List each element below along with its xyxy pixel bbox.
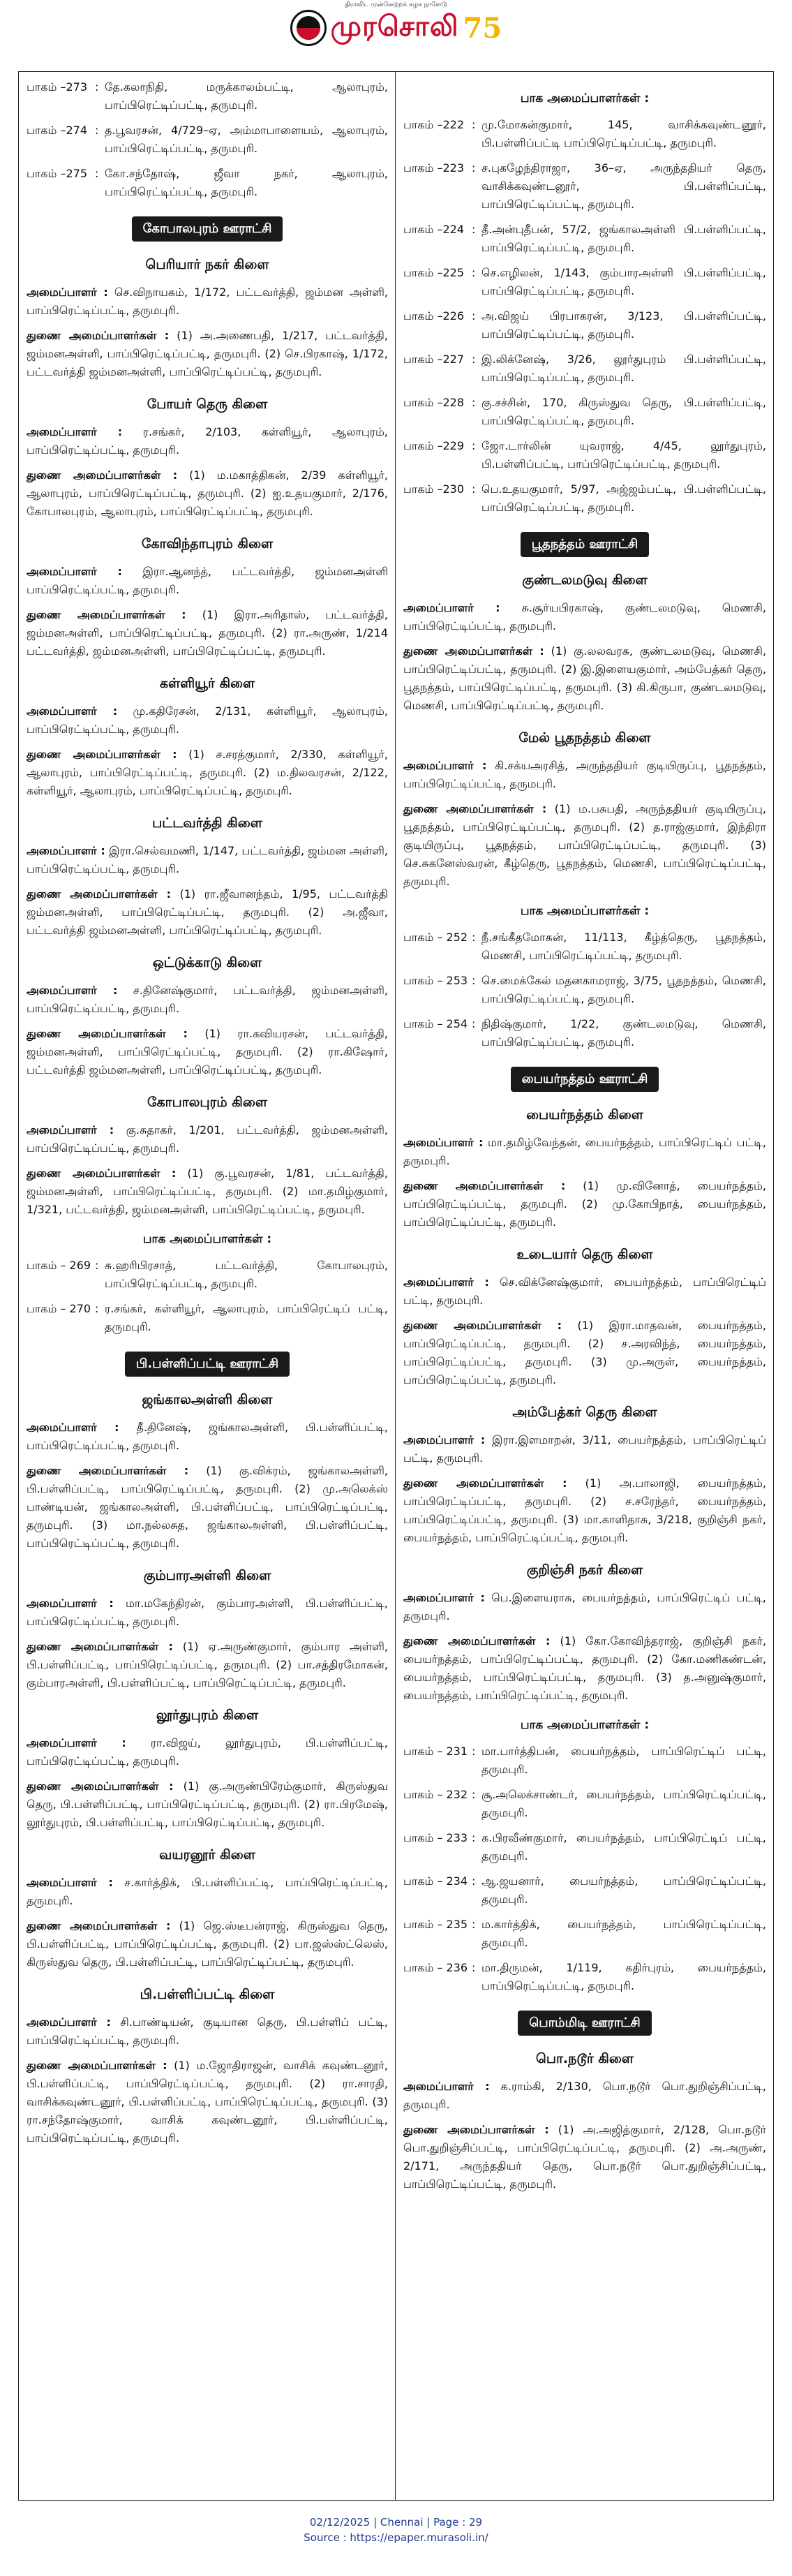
role-details: இரா.ஆனந்த், பட்டவர்த்தி, ஜம்மனஅள்ளி பாப்பிரெட்டிப்பட்டி, தருமபுரி. (27, 565, 389, 596)
role-label: அமைப்பாளர் : (27, 844, 105, 857)
booth-member-details: ம.கார்த்திக், பையர்நத்தம், பாப்பிரெட்டிப்பட்டி, தருமபுரி. (481, 1918, 766, 1949)
colon-separator: : (472, 931, 476, 944)
role-details: (1) அ.அஜித்குமார், 2/128, பொ.நடூர் பொ.துறிஞ்சிப்பட்டி, பாப்பிரெட்டிப்பட்டி, தருமபுரி. (2) அ.அருண், 2/171, அருந்ததியர் தெரு, பொ.நடூர் பொ.துறிஞ்சிப்பட்டி, பாப்பிரெட்டிப்பட்டி, தருமபுரி. (403, 2123, 766, 2191)
branch-heading: கும்பாரஅள்ளி கிளை (143, 1568, 271, 1583)
booth-number: பாகம் –275 (27, 167, 87, 180)
role-paragraph (27, 423, 388, 459)
panchayat-heading-row (27, 216, 388, 242)
role-label: துணை அமைப்பாளர்கள் : (27, 1640, 173, 1653)
booth-entry (403, 1786, 766, 1822)
booth-member-details: மா.பார்த்திபன், பையர்நத்தம், பாப்பிரெட்டிப் பட்டி, தருமபுரி. (481, 1745, 766, 1776)
booth-entry (403, 480, 766, 517)
colon-separator: : (472, 439, 476, 452)
booth-number: பாகம் –223 (403, 161, 464, 175)
role-details: (1) ஜெ.ஸ்டீபன்ராஜ், கிருஸ்துவ தெரு, பி.பள்ளிப்பட்டி, பாப்பிரெட்டிப்பட்டி, தருமபுரி. (2) பா.ஜஸ்ஸ்ட்லெஸ், கிருஸ்துவ தெரு, பி.பள்ளிப்பட்டி, பாப்பிரெட்டிப்பட்டி, தருமபுரி. (27, 1919, 388, 1969)
booth-member-details: தே.கலாநிதி, மருக்காலம்பட்டி, ஆலாபுரம், பாப்பிரெட்டிப்பட்டி, தருமபுரி. (105, 80, 388, 112)
colon-separator: : (95, 80, 99, 94)
booth-number: பாகம் – 270 (27, 1302, 91, 1315)
colon-separator: : (95, 1302, 99, 1315)
role-details: (1) ரா.ஜீவானந்தம், 1/95, பட்டவர்த்தி ஜம்மனஅள்ளி, பாப்பிரெட்டிப்பட்டி, தருமபுரி. (2) அ.ஜீவா, பட்டவர்த்தி ஜம்மனஅள்ளி, பாப்பிரெட்டிப்பட்டி, தருமபுரி. (27, 887, 388, 937)
role-label: துணை அமைப்பாளர்கள் : (27, 1027, 188, 1040)
booth-member-details: க.பிரவீண்குமார், பையர்நத்தம், பாப்பிரெட்டிப் பட்டி, தருமபுரி. (481, 1831, 766, 1863)
role-details: (1) அ.அணைபதி, 1/217, பட்டவர்த்தி, ஜம்மனஅள்ளி, பாப்பிரெட்டிப்பட்டி, தருமபுரி. (2) செ.பிரகாஷ், 1/172, பட்டவர்த்தி ஜம்மனஅள்ளி, பாப்பிரெட்டிப்பட்டி, தருமபுரி. (27, 329, 388, 378)
branch-heading: குண்டலமடுவு கிளை (522, 572, 648, 588)
role-label: துணை அமைப்பாளர்கள் : (403, 644, 544, 658)
branch-heading: ஒட்டுக்காடு கிளை (152, 955, 262, 970)
colon-separator: : (472, 974, 476, 987)
booth-member-details: பெ.உதயகுமார், 5/97, அஜ்ஜம்பட்டி, பி.பள்ளிப்பட்டி, பாப்பிரெட்டிப்பட்டி, தருமபுரி. (481, 482, 766, 514)
role-details: (1) ச.சரத்குமார், 2/330, கள்ளியூர், ஆலாபுரம், பாப்பிரெட்டிப்பட்டி, தருமபுரி. (2) ம.திலவரசன், 2/122, கள்ளியூர், ஆலாபுரம், பாப்பிரெட்டிப்பட்டி, தருமபுரி. (27, 748, 388, 797)
booth-entry (403, 1015, 766, 1051)
role-details: பெ.இளையராசு, பையர்நத்தம், பாப்பிரெட்டிப் பட்டி, தருமபுரி. (403, 1591, 767, 1622)
booth-entry (403, 394, 766, 430)
booth-entry (403, 1872, 766, 1909)
booth-entry (27, 1257, 388, 1293)
branch-heading: பி.பள்ளிப்பட்டி கிளை (140, 1987, 275, 2002)
role-details: ச.கார்த்திக், பி.பள்ளிப்பட்டி, பாப்பிரெட்டிப்பட்டி, தருமபுரி. (27, 1876, 389, 1907)
role-paragraph (27, 563, 388, 599)
booth-entry (403, 1959, 766, 1995)
role-details: ர.சங்கர், 2/103, கள்ளியூர், ஆலாபுரம், பாப்பிரெட்டிப்பட்டி, தருமபுரி. (27, 425, 389, 457)
booth-member-details: செ.எழிலன், 1/143, கும்பாரஅள்ளி பி.பள்ளிப்பட்டி, பாப்பிரெட்டிப்பட்டி, தருமபுரி. (481, 266, 766, 297)
colon-separator: : (472, 309, 476, 323)
role-paragraph (403, 1589, 766, 1625)
branch-heading: உடையார் தெரு கிளை (516, 1247, 653, 1262)
role-details: (1) மு.வினோத், பையர்நத்தம், பாப்பிரெட்டிப்பட்டி, தருமபுரி. (2) மு.கோபிநாத், பையர்நத்தம், பாப்பிரெட்டிப்பட்டி, தருமபுரி. (403, 1179, 766, 1229)
booth-member-details: தீ.அன்புதீபன், 57/2, ஜங்காலஅள்ளி பி.பள்ளிப்பட்டி, பாப்பிரெட்டிப்பட்டி, தருமபுரி. (481, 223, 766, 254)
role-paragraph (27, 1777, 388, 1832)
colon-separator: : (472, 266, 476, 279)
role-paragraph (403, 757, 766, 793)
role-paragraph (27, 1121, 388, 1157)
panchayat-heading-row (403, 532, 766, 557)
booth-number: பாகம் – 269 (27, 1259, 91, 1272)
role-details: (1) இரா.மாதவன், பையர்நத்தம், பாப்பிரெட்டிப்பட்டி, தருமபுரி. (2) ச.அரவிந்த், பையர்நத்தம், பாப்பிரெட்டிப்பட்டி, தருமபுரி. (3) மு.அருள், பையர்நத்தம், பாப்பிரெட்டிப்பட்டி, தருமபுரி. (403, 1319, 766, 1386)
booth-number: பாகம் –226 (403, 309, 464, 323)
role-label: துணை அமைப்பாளர்கள் : (27, 1464, 189, 1477)
role-paragraph (27, 1164, 388, 1219)
booth-number: பாகம் –273 (27, 80, 87, 94)
branch-heading: ஜங்காலஅள்ளி கிளை (142, 1392, 273, 1407)
role-details: (1) கோ.கோவிந்தராஜ், குறிஞ்சி நகர், பையர்நத்தம், பாப்பிரெட்டிப்பட்டி, தருமபுரி. (2) கோ.மணிகண்டன், பையர்நத்தம், பாப்பிரெட்டிப்பட்டி, தருமபுரி. (3) த.அனுஷ்குமார், பையர்நத்தம், பாப்பிரெட்டிப்பட்டி, தருமபுரி. (403, 1634, 766, 1702)
role-paragraph (403, 1474, 766, 1547)
role-details: இரா.செல்வமணி, 1/147, பட்டவர்த்தி, ஜம்மன அள்ளி, பாப்பிரெட்டிப்பட்டி, தருமபுரி. (27, 844, 389, 875)
role-details: (1) ஏ.அருண்குமார், கும்பார அள்ளி, பி.பள்ளிப்பட்டி, பாப்பிரெட்டிப்பட்டி, தருமபுரி. (2) பா.சத்திரமோகன், கும்பாரஅள்ளி, பி.பள்ளிப்பட்டி, பாப்பிரெட்டிப்பட்டி, தருமபுரி. (27, 1640, 388, 1689)
role-paragraph (27, 842, 388, 878)
booth-number: பாகம் – 236 (403, 1961, 468, 1974)
role-label: அமைப்பாளர் : (27, 2015, 111, 2029)
booth-member-details: அ.விஜய் பிரபாகரன், 3/123, பி.பள்ளிப்பட்டி, பாப்பிரெட்டிப்பட்டி, தருமபுரி. (481, 309, 766, 341)
role-label: அமைப்பாளர் : (27, 425, 123, 438)
role-paragraph (27, 885, 388, 940)
role-paragraph (27, 1419, 388, 1455)
role-details: (1) கு.அருண்பிரேம்குமார், கிருஸ்துவ தெரு, பி.பள்ளிப்பட்டி, பாப்பிரெட்டிப்பட்டி, தருமபுரி. (2) ரா.பிரமேஷ், லூர்துபுரம், பி.பள்ளிப்பட்டி, பாப்பிரெட்டிப்பட்டி, தருமபுரி. (27, 1779, 388, 1829)
role-details: செ.விக்னேஷ்குமார், பையர்நத்தம், பாப்பிரெட்டிப் பட்டி, தருமபுரி. (403, 1275, 767, 1307)
booth-number: பாகம் –274 (27, 124, 87, 137)
role-paragraph (27, 746, 388, 800)
role-details: (1) ம.பசுபதி, அருந்ததியர் குடியிருப்பு, பூதநத்தம், பாப்பிரெட்டிப்பட்டி, தருமபுரி. (2) த.ராஜ்குமார், இந்திரா குடியிருப்பு, பூதநத்தம், பாப்பிரெட்டிப்பட்டி, தருமபுரி. (3) செ.சுகனேஸ்வரன், கீழ்தெரு, பூதநத்தம், மெணசி, பாப்பிரெட்டிப்பட்டி, தருமபுரி. (403, 802, 766, 888)
role-paragraph (27, 1874, 388, 1910)
branch-heading: லூர்துபுரம் கிளை (156, 1708, 259, 1723)
panchayat-heading: பூதநத்தம் ஊராட்சி (521, 532, 649, 557)
colon-separator: : (472, 1788, 476, 1801)
booth-member-details: த.பூவரசன், 4/729–ஏ, அம்மாபாளையம், ஆலாபுரம், பாப்பிரெட்டிப்பட்டி, தருமபுரி. (105, 124, 388, 155)
role-details: கு.சுதாகர், 1/201, பட்டவர்த்தி, ஜம்மனஅள்ளி, பாப்பிரெட்டிப்பட்டி, தருமபுரி. (27, 1123, 388, 1155)
footer-source-link[interactable]: Source : https://epaper.murasoli.in/ (304, 2531, 488, 2544)
colon-separator: : (472, 353, 476, 366)
role-label: துணை அமைப்பாளர்கள் : (403, 1476, 567, 1490)
role-paragraph (403, 1632, 766, 1705)
role-label: அமைப்பாளர் : (403, 2080, 490, 2093)
colon-separator: : (472, 161, 476, 175)
role-details: க.ராம்கி, 2/130, பொ.நடூர் பொ.துறிஞ்சிப்பட்டி, தருமபுரி. (403, 2080, 767, 2111)
booth-member-details: இ.லிக்னேஷ், 3/26, லூர்துபுரம் பி.பள்ளிப்பட்டி, பாப்பிரெட்டிப்பட்டி, தருமபுரி. (481, 353, 766, 384)
branch-heading: அம்பேத்கர் தெரு கிளை (512, 1405, 657, 1420)
booth-number: பாகம் –227 (403, 353, 464, 366)
booth-member-details: கு.சச்சின், 170, கிருஸ்துவ தெரு, பி.பள்ளிப்பட்டி, பாப்பிரெட்டிப்பட்டி, தருமபுரி. (481, 396, 766, 427)
role-details: (1) கு.பூவரசன், 1/81, பட்டவர்த்தி, ஜம்மனஅள்ளி, பாப்பிரெட்டிப்பட்டி, தருமபுரி. (2) மா.தமிழ்குமார், 1/321, பட்டவர்த்தி, ஜம்மனஅள்ளி, பாப்பிரெட்டிப்பட்டி, தருமபுரி. (27, 1167, 389, 1216)
role-label: துணை அமைப்பாளர்கள் : (27, 748, 177, 761)
booth-organisers-heading: பாக அமைப்பாளர்கள் : (520, 904, 650, 918)
role-details: (1) ரா.கவியரசன், பட்டவர்த்தி, ஜம்மனஅள்ளி, பாப்பிரெட்டிப்பட்டி, தருமபுரி. (2) ரா.கிஷோர், பட்டவர்த்தி ஜம்மனஅள்ளி, பாப்பிரெட்டிப்பட்டி, தருமபுரி. (27, 1027, 388, 1076)
role-paragraph (27, 702, 388, 739)
role-paragraph (403, 642, 766, 715)
booth-entry (403, 1829, 766, 1865)
role-details: (1) கு.லலவரசு, குண்டலமடுவு, மெணசி, பாப்பிரெட்டிப்பட்டி, தருமபுரி. (2) இ.இளையகுமார், அம்பேத்கர் தெரு, பூதநத்தம், பாப்பிரெட்டிப்பட்டி, தருமபுரி. (3) கி.கிருபா, குண்டலமடுவு, மெணசி, பாப்பிரெட்டிப்பட்டி, தருமபுரி. (403, 644, 766, 712)
role-paragraph (403, 800, 766, 891)
colon-separator: : (472, 396, 476, 409)
role-label: துணை அமைப்பாளர்கள் : (403, 1319, 562, 1332)
colon-separator: : (472, 1831, 476, 1844)
role-label: அமைப்பாளர் : (27, 704, 118, 718)
anniversary-badge: 75 (463, 12, 502, 45)
booth-entry (27, 1300, 388, 1336)
role-paragraph (27, 606, 388, 660)
booth-entry (27, 165, 388, 201)
role-label: அமைப்பாளர் : (403, 1433, 486, 1446)
role-label: அமைப்பாளர் : (27, 984, 118, 997)
panchayat-heading: பொம்மிடி ஊராட்சி (518, 2011, 651, 2036)
role-details: இரா.இளமாறன், 3/11, பையர்நத்தம், பாப்பிரெட்டிப் பட்டி, தருமபுரி. (403, 1433, 767, 1465)
colon-separator: : (95, 167, 99, 180)
colon-separator: : (472, 1745, 476, 1758)
colon-separator: : (472, 482, 476, 496)
role-label: அமைப்பாளர் : (27, 1123, 114, 1137)
booth-number: பாகம் –222 (403, 118, 464, 131)
role-details: ரா.விஜய், லூர்துபுரம், பி.பள்ளிப்பட்டி, பாப்பிரெட்டிப்பட்டி, தருமபுரி. (27, 1736, 389, 1768)
role-label: அமைப்பாளர் : (403, 1591, 485, 1604)
role-details: சு.சூர்யபிரகாஷ், குண்டலமடுவு, மெணசி, பாப்பிரெட்டிப்பட்டி, தருமபுரி. (403, 601, 766, 632)
panchayat-heading: கோபாலபுரம் ஊராட்சி (132, 216, 283, 242)
role-label: அமைப்பாளர் : (27, 1421, 119, 1434)
booth-number: பாகம் – 232 (403, 1788, 468, 1801)
booth-member-details: ச.புகழேந்திராஜா, 36–ஏ, அருந்ததியர் தெரு, வாசிக்கவுண்டனூர், பி.பள்ளிப்பட்டி, பாப்பிரெட்டிப்பட்டி, தருமபுரி. (481, 161, 766, 211)
booth-number: பாகம் – 253 (403, 974, 468, 987)
booth-member-details: நிதிஷ்குமார், 1/22, குண்டலமடுவு, மெணசி, பாப்பிரெட்டிப்பட்டி, தருமபுரி. (481, 1017, 766, 1049)
role-paragraph (27, 1734, 388, 1770)
column-divider (395, 71, 396, 2501)
role-label: துணை அமைப்பாளர்கள் : (403, 802, 547, 815)
panchayat-heading-row (403, 1067, 766, 1092)
booth-member-details: நீ.சங்கீதமோகன், 11/113, கீழ்த்தெரு, பூதநத்தம், மெணசி, பாப்பிரெட்டிப்பட்டி, தருமபுரி. (481, 931, 766, 962)
masthead-tagline: திராவிட முன்னேற்றக் கழக நாளேடு (345, 1, 447, 8)
role-details: மு.கதிரேசன், 2/131, கள்ளியூர், ஆலாபுரம், பாப்பிரெட்டிப்பட்டி, தருமபுரி. (27, 704, 388, 736)
role-paragraph (403, 1177, 766, 1231)
role-label: அமைப்பாளர் : (403, 759, 487, 772)
role-details: (1) ம.மகாத்திகன், 2/39 கள்ளியூர், ஆலாபுரம், பாப்பிரெட்டிப்பட்டி, தருமபுரி. (2) ஐ.உதயகுமார், 2/176, கோபாலபுரம், ஆலாபுரம், பாப்பிரெட்டிப்பட்டி, தருமபுரி. (27, 468, 388, 518)
booth-entry (403, 1742, 766, 1779)
booth-organisers-heading: பாக அமைப்பாளர்கள் : (520, 1718, 650, 1732)
booth-entry (27, 78, 388, 114)
left-column (27, 78, 388, 2154)
branch-heading: போயர் தெரு கிளை (147, 397, 268, 412)
role-label: துணை அமைப்பாளர்கள் : (403, 1179, 566, 1192)
role-paragraph (27, 2057, 388, 2147)
masthead (0, 0, 792, 49)
role-details: செ.விநாயகம், 1/172, பட்டவர்த்தி, ஜம்மன அள்ளி, பாப்பிரெட்டிப்பட்டி, தருமபுரி. (27, 286, 389, 317)
role-paragraph (27, 1917, 388, 1971)
booth-entry (403, 972, 766, 1008)
role-paragraph (403, 1317, 766, 1389)
branch-heading: வயரனூர் கிளை (159, 1847, 255, 1863)
panchayat-heading: பையர்நத்தம் ஊராட்சி (511, 1067, 659, 1092)
booth-organisers-heading: பாக அமைப்பாளர்கள் : (142, 1232, 272, 1246)
role-paragraph (27, 466, 388, 521)
branch-heading: கள்ளியூர் கிளை (159, 676, 255, 691)
role-label: துணை அமைப்பாளர்கள் : (403, 2123, 549, 2136)
booth-member-details: சூ.அலெக்சாண்டர், பையர்நத்தம், பாப்பிரெட்டிப்பட்டி, தருமபுரி. (481, 1788, 766, 1819)
booth-entry (403, 928, 766, 965)
booth-entry (27, 121, 388, 158)
newspaper-logo[interactable] (237, 8, 555, 47)
role-label: துணை அமைப்பாளர்கள் : (27, 887, 172, 901)
role-label: அமைப்பாளர் : (403, 1136, 484, 1149)
booth-number: பாகம் – 231 (403, 1745, 468, 1758)
booth-number: பாகம் –230 (403, 482, 464, 496)
booth-number: பாகம் – 234 (403, 1874, 468, 1888)
booth-member-details: ஜோ.டார்லின் யுவராஜ், 4/45, லூர்துபுரம், பி.பள்ளிப்பட்டி, பாப்பிரெட்டிப்பட்டி, தருமபுரி. (481, 439, 766, 471)
booth-entry (403, 1916, 766, 1952)
booth-number: பாகம் –228 (403, 396, 464, 409)
role-label: அமைப்பாளர் : (27, 1876, 113, 1889)
booth-number: பாகம் –229 (403, 439, 464, 452)
role-details: தீ.தினேஷ், ஜங்காலஅள்ளி, பி.பள்ளிப்பட்டி, பாப்பிரெட்டிப்பட்டி, தருமபுரி. (27, 1421, 389, 1452)
role-paragraph (403, 2121, 766, 2193)
role-label: அமைப்பாளர் : (27, 1736, 126, 1749)
branch-heading: பட்டவர்த்தி கிளை (152, 815, 262, 831)
page-footer (0, 2515, 792, 2545)
panchayat-heading-row (27, 1352, 388, 1377)
role-details: (1) ம.ஜோதிராஜன், வாசிக் கவுண்டனூர், பி.பள்ளிப்பட்டி, பாப்பிரெட்டிப்பட்டி, தருமபுரி. (2) ரா.சாரதி, வாசிக்கவுண்டனூர், பி.பள்ளிப்பட்டி, பாப்பிரெட்டிப்பட்டி, தருமபுரி. (3) ரா.சந்தோஷ்குமார், வாசிக் கவுண்டனூர், பி.பள்ளிப்பட்டி, பாப்பிரெட்டிப்பட்டி, தருமபுரி. (27, 2059, 389, 2145)
booth-member-details: சு.ஹரிபிரசாத், பட்டவர்த்தி, கோபாலபுரம், பாப்பிரெட்டிப்பட்டி, தருமபுரி. (105, 1259, 388, 1290)
booth-entry (403, 116, 766, 152)
role-details: சி.பாண்டியன், குடியான தெரு, பி.பள்ளிப் பட்டி, பாப்பிரெட்டிப்பட்டி, தருமபுரி. (27, 2015, 388, 2047)
role-label: துணை அமைப்பாளர்கள் : (403, 1634, 551, 1648)
role-details: (1) கு.விக்ரம், ஜங்காலஅள்ளி, பி.பள்ளிப்பட்டி, பாப்பிரெட்டிப்பட்டி, தருமபுரி. (2) மு.அலெக்ஸ் பாண்டியன், ஜங்காலஅள்ளி, பி.பள்ளிப்பட்டி, பாப்பிரெட்டிப்பட்டி, தருமபுரி. (3) மா.நல்லசுத, ஜங்காலஅள்ளி, பி.பள்ளிப்பட்டி, பாப்பிரெட்டிப்பட்டி, தருமபுரி. (27, 1464, 388, 1550)
role-paragraph (403, 1273, 766, 1310)
booth-number: பாகம் – 252 (403, 931, 468, 944)
booth-number: பாகம் – 233 (403, 1831, 468, 1844)
booth-number: பாகம் – 254 (403, 1017, 468, 1030)
branch-heading: கோபாலபுரம் கிளை (147, 1095, 267, 1110)
role-paragraph (403, 599, 766, 635)
role-paragraph (27, 1025, 388, 1079)
booth-entry (403, 307, 766, 343)
role-paragraph (27, 982, 388, 1018)
booth-organisers-heading: பாக அமைப்பாளர்கள் : (520, 91, 650, 105)
role-label: அமைப்பாளர் : (27, 286, 108, 299)
colon-separator: : (472, 1918, 476, 1931)
booth-member-details: கோ.சந்தோஷ், ஜீவா நகர், ஆலாபுரம், பாப்பிரெட்டிப்பட்டி, தருமபுரி. (105, 167, 388, 198)
booth-entry (403, 159, 766, 214)
role-label: துணை அமைப்பாளர்கள் : (27, 1167, 177, 1180)
role-paragraph (403, 1431, 766, 1467)
role-label: துணை அமைப்பாளர்கள் : (27, 468, 178, 482)
newspaper-title: முரசொலி (330, 10, 459, 43)
branch-heading: பொ.நடூர் கிளை (536, 2051, 634, 2066)
rising-sun-emblem-icon (290, 10, 327, 46)
role-details: மா.மகேந்திரன், கும்பாரஅள்ளி, பி.பள்ளிப்பட்டி, பாப்பிரெட்டிப்பட்டி, தருமபுரி. (27, 1597, 388, 1628)
role-details: (1) இரா.அரிதாஸ், பட்டவர்த்தி, ஜம்மனஅள்ளி, பாப்பிரெட்டிப்பட்டி, தருமபுரி. (2) ரா.அருண், 1/214 பட்டவர்த்தி, ஜம்மனஅள்ளி, பாப்பிரெட்டிப்பட்டி, தருமபுரி. (27, 608, 388, 658)
booth-member-details: ர.சங்கர், கள்ளியூர், ஆலாபுரம், பாப்பிரெட்டிப் பட்டி, தருமபுரி. (105, 1302, 388, 1333)
booth-number: பாகம் – 235 (403, 1918, 468, 1931)
role-paragraph (27, 283, 388, 320)
right-column (403, 78, 766, 2200)
colon-separator: : (472, 1874, 476, 1888)
branch-heading: மேல் பூதநத்தம் கிளை (518, 730, 651, 746)
role-details: கி.சக்யஅரசித், அருந்ததியர் குடியிருப்பு, பூதநத்தம், பாப்பிரெட்டிப்பட்டி, தருமபுரி. (403, 759, 767, 790)
role-paragraph (27, 1638, 388, 1692)
booth-entry (403, 221, 766, 257)
role-label: துணை அமைப்பாளர்கள் : (27, 1779, 174, 1793)
role-label: அமைப்பாளர் : (403, 601, 500, 614)
role-label: துணை அமைப்பாளர்கள் : (27, 2059, 167, 2072)
booth-entry (403, 437, 766, 473)
footer-date-page: 02/12/2025 | Chennai | Page : 29 (309, 2516, 483, 2529)
booth-member-details: மு.மோகன்குமார், 145, வாசிக்கவுண்டனூர், பி.பள்ளிப்பட்டி பாப்பிரெட்டிப்பட்டி, தருமபுரி. (481, 118, 766, 149)
booth-entry (403, 350, 766, 387)
role-label: அமைப்பாளர் : (403, 1275, 489, 1289)
colon-separator: : (472, 1017, 476, 1030)
role-label: அமைப்பாளர் : (27, 565, 122, 578)
colon-separator: : (95, 1259, 99, 1272)
booth-number: பாகம் –225 (403, 266, 464, 279)
branch-heading: கோவிந்தாபுரம் கிளை (141, 536, 274, 552)
role-paragraph (27, 1462, 388, 1553)
booth-number: பாகம் –224 (403, 223, 464, 236)
booth-member-details: மா.திருமன், 1/119, கதிர்புரம், பையர்நத்தம், பாப்பிரெட்டிப்பட்டி, தருமபுரி. (481, 1961, 766, 1992)
role-paragraph (27, 2013, 388, 2050)
role-paragraph (403, 2078, 766, 2114)
role-label: துணை அமைப்பாளர்கள் : (27, 1919, 171, 1932)
role-details: ச.தினேஷ்குமார், பட்டவர்த்தி, ஜம்மனஅள்ளி, பாப்பிரெட்டிப்பட்டி, தருமபுரி. (27, 984, 388, 1015)
branch-heading: பெரியார் நகர் கிளை (145, 257, 269, 272)
booth-entry (403, 264, 766, 300)
role-details: மா.தமிழ்வேந்தன், பையர்நத்தம், பாப்பிரெட்டிப் பட்டி, தருமபுரி. (403, 1136, 767, 1167)
colon-separator: : (472, 1961, 476, 1974)
role-label: அமைப்பாளர் : (27, 1597, 114, 1610)
branch-heading: பையர்நத்தம் கிளை (526, 1107, 643, 1123)
panchayat-heading: பி.பள்ளிப்பட்டி ஊராட்சி (125, 1352, 290, 1377)
booth-member-details: ஆ.ஜயனார், பையர்நத்தம், பாப்பிரெட்டிப்பட்டி, தருமபுரி. (481, 1874, 766, 1906)
role-label: துணை அமைப்பாளர்கள் : (27, 608, 186, 621)
role-label: துணை அமைப்பாளர்கள் : (27, 329, 170, 342)
role-details: (1) அ.பாலாஜி, பையர்நத்தம், பாப்பிரெட்டிப்பட்டி, தருமபுரி. (2) ச.சரேந்தர், பையர்நத்தம், பாப்பிரெட்டிப்பட்டி, தருமபுரி. (3) மா.காளிதாசு, 3/218, குறிஞ்சி நகர், பையர்நத்தம், பாப்பிரெட்டிப்பட்டி, தருமபுரி. (403, 1476, 766, 1544)
colon-separator: : (472, 223, 476, 236)
colon-separator: : (472, 118, 476, 131)
branch-heading: குறிஞ்சி நகர் கிளை (526, 1562, 643, 1578)
panchayat-heading-row (403, 2011, 766, 2036)
role-paragraph (403, 1134, 766, 1170)
booth-member-details: செ.மைக்கேல் மதனகாமராஜ், 3/75, பூதநத்தம், மெணசி, பாப்பிரெட்டிப்பட்டி, தருமபுரி. (481, 974, 766, 1005)
role-paragraph (27, 327, 388, 381)
role-paragraph (27, 1594, 388, 1631)
colon-separator: : (95, 124, 99, 137)
